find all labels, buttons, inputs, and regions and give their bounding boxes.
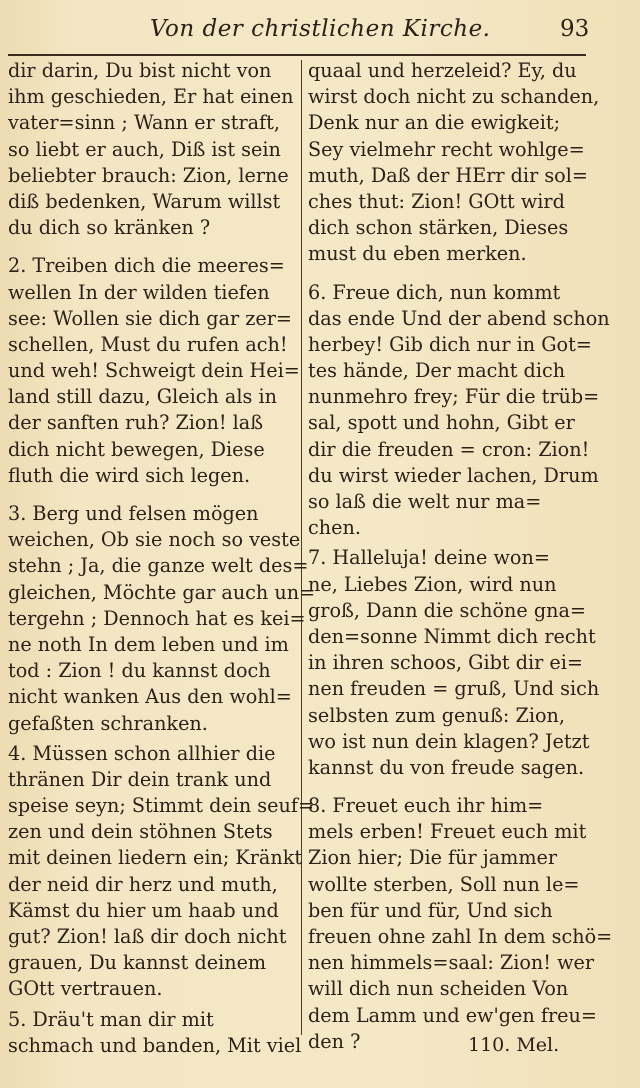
text-line: diß bedenken, Warum willst [8,189,281,213]
stanza [8,253,300,489]
text-line: ben für und für, Und sich [308,898,553,922]
text-line: schellen, Must du rufen ach! [8,332,288,356]
text-line: land still dazu, Gleich als in [8,385,277,409]
text-line: und weh! Schweigt dein Hei= [8,359,300,383]
text-line: fluth die wird sich legen. [8,463,251,487]
text-line: tergehn ; Dennoch hat es kei= [8,606,306,630]
column-divider [301,60,302,1035]
text-line: ne, Liebes Zion, wird nun [308,572,557,596]
text-line: Zion hier; Die für jammer [308,846,558,870]
text-line: beliebter brauch: Zion, lerne [8,163,289,187]
text-line: 8. Freuet euch ihr him= [308,794,544,818]
text-line: ne noth In dem leben und im [8,632,289,656]
left-column [8,58,316,1059]
text-line: dich nicht bewegen, Diese [8,437,265,461]
text-line: dir die freuden = cron: Zion! [308,437,590,461]
text-line: nen himmels=saal: Zion! wer [308,951,595,975]
text-line: Kämst du hier um haab und [8,898,279,922]
stanza [308,58,600,268]
text-line: dem Lamm und ew'gen freu= [308,1003,597,1027]
text-line: in ihren schoos, Gibt dir ei= [308,651,583,675]
text-line: Denk nur an die ewigkeit; [308,111,561,135]
stanza [308,545,600,781]
right-column [308,58,613,1055]
text-line: du wirst wieder lachen, Drum [308,463,599,487]
stanza-gap [8,241,293,253]
text-line: see: Wollen sie dich gar zer= [8,306,292,330]
text-line: schmach und banden, Mit viel [8,1033,302,1057]
text-line: wirst doch nicht zu schanden, [308,85,600,109]
text-line: das ende Und der abend schon [308,306,610,330]
stanza [8,1007,302,1059]
text-line: thränen Dir dein trank und [8,767,272,791]
text-line: gefaßten schranken. [8,711,208,735]
text-line: 4. Müssen schon allhier die [8,741,276,765]
text-line: ches thut: Zion! GOtt wird [308,189,565,213]
text-line: must du eben merken. [308,242,527,266]
text-line: der sanften ruh? Zion! laß [8,411,264,435]
stanza [308,280,610,542]
text-line: wellen In der wilden tiefen [8,280,270,304]
text-line: gut? Zion! laß dir doch nicht [8,925,287,948]
text-line: herbey! Gib dich nur in Got= [308,332,592,356]
text-line: GOtt vertrauen. [8,977,163,1001]
stanza [8,501,316,737]
text-line: der neid dir herz und muth, [8,872,278,896]
stanza-gap [308,781,590,793]
text-line: groß, Dann die schöne gna= [308,598,587,622]
stanza [8,741,315,1003]
text-line: den ? [308,1029,361,1053]
text-line: tod : Zion ! du kannst doch [8,659,271,683]
text-line: quaal und herzeleid? Ey, du [308,59,577,82]
stanza-gap [308,268,590,280]
text-line: du dich so kränken ? [8,216,211,240]
text-line: will dich nun scheiden Von [308,977,569,1001]
text-line: mels erben! Freuet euch mit [308,820,587,844]
text-line: dich schon stärken, Dieses [308,216,569,240]
text-line: nunmehro frey; Für die trüb= [308,385,600,409]
text-line: stehn ; Ja, die ganze welt des= [8,554,309,578]
text-line: kannst du von freude sagen. [308,755,585,779]
text-line: 2. Treiben dich die meeres= [8,254,285,278]
text-line: nen freuden = gruß, Und sich [308,677,600,701]
text-line: muth, Daß der HErr dir sol= [308,163,588,187]
catchword: 110. Mel. [468,1034,560,1056]
text-line: zen und dein stöhnen Stets [8,820,273,844]
text-line: speise seyn; Stimmt dein seuf= [8,794,315,818]
page-title: Von der christlichen Kirche. [150,16,491,42]
stanza [308,793,613,1055]
text-line: 6. Freue dich, nun kommt [308,280,561,304]
text-line: mit deinen liedern ein; Kränkt [8,846,303,870]
text-line: 5. Dräu't man dir mit [8,1007,214,1031]
text-line: chen. [308,516,361,540]
text-line: den=sonne Nimmt dich recht [308,624,596,648]
text-line: ihm geschieden, Er hat einen [8,85,294,109]
text-line: 7. Halleluja! deine won= [308,546,550,570]
text-line: gleichen, Möchte gar auch un= [8,580,316,604]
text-line: selbsten zum genuß: Zion, [308,703,565,727]
text-line: tes hände, Der macht dich [308,359,566,383]
stanza [8,58,293,241]
text-line: so liebt er auch, Diß ist sein [8,137,281,161]
page-number: 93 [560,16,590,42]
text-line: weichen, Ob sie noch so veste [8,528,301,552]
text-line: nicht wanken Aus den wohl= [8,685,292,709]
text-line: vater=sinn ; Wann er straft, [8,111,280,135]
header-rule [8,54,586,56]
text-line: freuen ohne zahl In dem schö= [308,925,613,948]
text-line: wollte sterben, Soll nun le= [308,872,580,896]
running-header [0,14,640,48]
text-line: grauen, Du kannst deinem [8,951,267,975]
text-line: Sey vielmehr recht wohlge= [308,137,585,161]
text-line: 3. Berg und felsen mögen [8,502,259,525]
text-line: sal, spott und hohn, Gibt er [308,411,575,435]
text-line: wo ist nun dein klagen? Jetzt [308,729,590,753]
text-line: dir darin, Du bist nicht von [8,59,272,82]
text-line: so laß die welt nur ma= [308,490,542,513]
stanza-gap [8,489,293,501]
